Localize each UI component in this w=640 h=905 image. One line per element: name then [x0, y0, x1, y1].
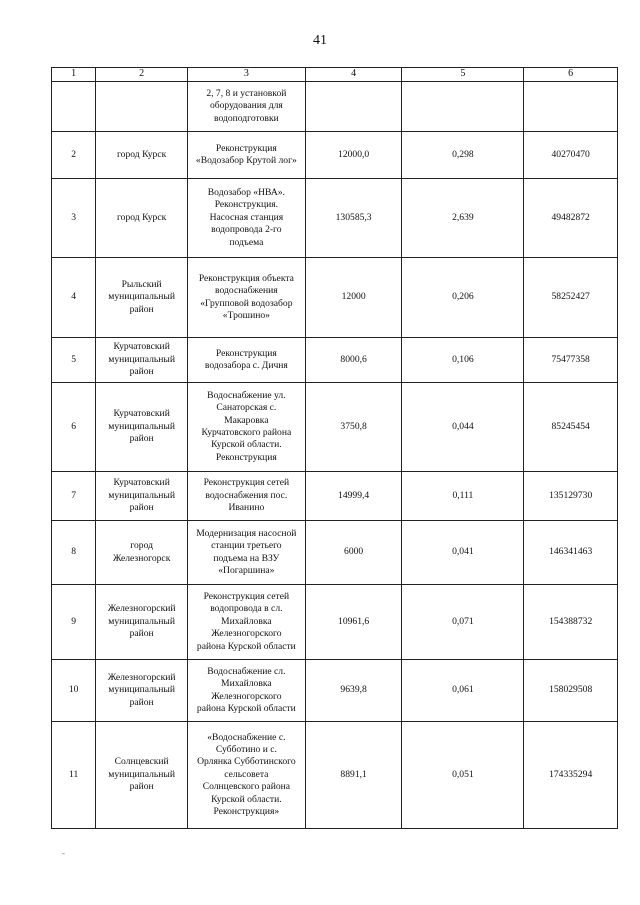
table-row — [52, 660, 618, 722]
cell-territory: Курчатовский муниципальный район — [96, 383, 188, 472]
cell-no: 9 — [52, 585, 96, 660]
column-header: 1 — [52, 68, 96, 82]
cell-code: 154388732 — [524, 585, 618, 660]
cell-territory: город Курск — [96, 132, 188, 179]
cell-code — [524, 82, 618, 132]
cell-coef: 0,041 — [402, 521, 524, 585]
cell-object: «Водоснабжение с. Субботино и с. Орлянка Субботинского сельсовета Солнцевского района Курской области. Реконструкция» — [187, 722, 305, 829]
cell-object: Реконструкция сетей водопровода в сл. Михайловка Железногорского района Курской области — [187, 585, 305, 660]
table-row — [52, 722, 618, 829]
cell-no: 4 — [52, 258, 96, 338]
cell-coef: 2,639 — [402, 179, 524, 258]
cell-code: 85245454 — [524, 383, 618, 472]
table-row — [52, 521, 618, 585]
table-row — [52, 585, 618, 660]
cell-value: 8891,1 — [305, 722, 402, 829]
cell-object: Реконструкция сетей водоснабжения пос. Иванино — [187, 472, 305, 521]
cell-no: 2 — [52, 132, 96, 179]
cell-territory — [96, 82, 188, 132]
cell-no: 6 — [52, 383, 96, 472]
cell-territory: Железногорский муниципальный район — [96, 585, 188, 660]
cell-coef: 0,071 — [402, 585, 524, 660]
margin-mark: - — [62, 848, 65, 858]
cell-code: 58252427 — [524, 258, 618, 338]
cell-no — [52, 82, 96, 132]
cell-territory: Солнцевский муниципальный район — [96, 722, 188, 829]
column-header: 2 — [96, 68, 188, 82]
cell-coef: 0,106 — [402, 338, 524, 383]
cell-no: 11 — [52, 722, 96, 829]
cell-code: 158029508 — [524, 660, 618, 722]
cell-no: 5 — [52, 338, 96, 383]
cell-code: 174335294 — [524, 722, 618, 829]
cell-value: 12000,0 — [305, 132, 402, 179]
cell-territory: Курчатовский муниципальный район — [96, 338, 188, 383]
cell-coef: 0,206 — [402, 258, 524, 338]
cell-object: Реконструкция водозабора с. Дичня — [187, 338, 305, 383]
cell-no: 10 — [52, 660, 96, 722]
data-table — [51, 67, 618, 829]
cell-value: 14999,4 — [305, 472, 402, 521]
cell-value: 9639,8 — [305, 660, 402, 722]
cell-object: Водоснабжение сл. Михайловка Железногорского района Курской области — [187, 660, 305, 722]
cell-code: 135129730 — [524, 472, 618, 521]
table-row — [52, 338, 618, 383]
column-header: 6 — [524, 68, 618, 82]
cell-territory: город Курск — [96, 179, 188, 258]
cell-value — [305, 82, 402, 132]
cell-value: 3750,8 — [305, 383, 402, 472]
table-row — [52, 179, 618, 258]
column-header: 4 — [305, 68, 402, 82]
table-row — [52, 82, 618, 132]
cell-value: 6000 — [305, 521, 402, 585]
table-row — [52, 132, 618, 179]
cell-no: 7 — [52, 472, 96, 521]
cell-no: 3 — [52, 179, 96, 258]
cell-coef: 0,051 — [402, 722, 524, 829]
column-header: 3 — [187, 68, 305, 82]
cell-object: Водозабор «НВА». Реконструкция. Насосная станция водопровода 2-го подъема — [187, 179, 305, 258]
cell-code: 146341463 — [524, 521, 618, 585]
cell-object: Реконструкция «Водозабор Крутой лог» — [187, 132, 305, 179]
cell-value: 130585,3 — [305, 179, 402, 258]
column-header: 5 — [402, 68, 524, 82]
cell-code: 40270470 — [524, 132, 618, 179]
cell-object: 2, 7, 8 и установкой оборудования для водоподготовки — [187, 82, 305, 132]
cell-object: Водоснабжение ул. Санаторская с. Макаровка Курчатовского района Курской области. Реконструкция — [187, 383, 305, 472]
page-number: 41 — [313, 33, 327, 48]
cell-territory: город Железногорск — [96, 521, 188, 585]
cell-no: 8 — [52, 521, 96, 585]
cell-code: 75477358 — [524, 338, 618, 383]
table-row — [52, 472, 618, 521]
cell-territory: Рыльский муниципальный район — [96, 258, 188, 338]
cell-coef: 0,298 — [402, 132, 524, 179]
cell-coef: 0,061 — [402, 660, 524, 722]
table-header-row — [52, 68, 618, 82]
cell-coef: 0,044 — [402, 383, 524, 472]
cell-territory: Железногорский муниципальный район — [96, 660, 188, 722]
cell-coef: 0,111 — [402, 472, 524, 521]
table-row — [52, 258, 618, 338]
cell-object: Реконструкция объекта водоснабжения «Групповой водозабор «Трошино» — [187, 258, 305, 338]
cell-coef — [402, 82, 524, 132]
cell-code: 49482872 — [524, 179, 618, 258]
cell-value: 10961,6 — [305, 585, 402, 660]
cell-value: 12000 — [305, 258, 402, 338]
table-row — [52, 383, 618, 472]
cell-value: 8000,6 — [305, 338, 402, 383]
cell-territory: Курчатовский муниципальный район — [96, 472, 188, 521]
cell-object: Модернизация насосной станции третьего подъема на ВЗУ «Погаршина» — [187, 521, 305, 585]
